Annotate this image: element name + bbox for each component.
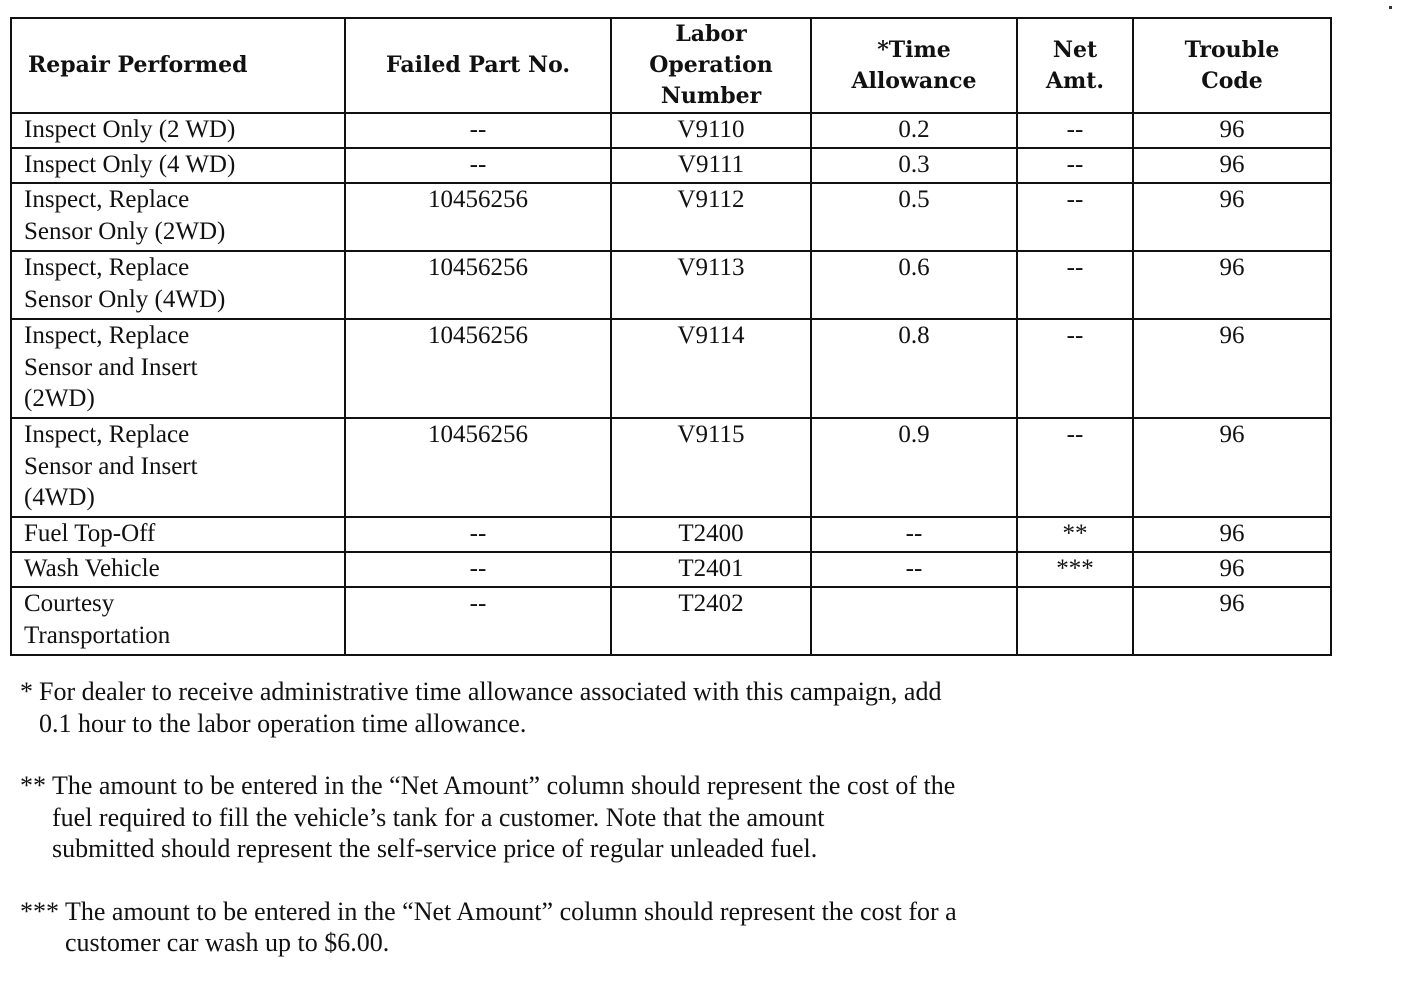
time-allowance-cell: [811, 587, 1017, 655]
footnote-marker: ***: [20, 896, 59, 926]
footnote-text: The amount to be entered in the “Net Amount” column should represent the cost for a customer car wash up to $6.00.: [65, 896, 957, 957]
time-allowance-cell: 0.5: [811, 183, 1017, 251]
table-row: [11, 552, 1331, 587]
time-allowance-cell: --: [811, 552, 1017, 587]
trouble-code-cell: 96: [1133, 148, 1331, 183]
failed-part-no-cell: --: [345, 552, 611, 587]
header-time-allowance: *Time Allowance: [811, 18, 1017, 113]
table-row: [11, 251, 1331, 319]
table-row: [11, 418, 1331, 517]
net-amount-cell: --: [1017, 113, 1133, 148]
repair-performed-cell: Inspect Only (4 WD): [11, 148, 345, 183]
scan-speck: [1389, 6, 1392, 9]
labor-operation-cell: T2400: [611, 517, 811, 552]
table-row: [11, 183, 1331, 251]
failed-part-no-cell: --: [345, 113, 611, 148]
failed-part-no-cell: --: [345, 148, 611, 183]
failed-part-no-cell: 10456256: [345, 319, 611, 418]
footnote-marker: **: [20, 771, 46, 800]
footnote-marker: *: [20, 677, 33, 706]
labor-operation-cell: T2402: [611, 587, 811, 655]
trouble-code-cell: 96: [1133, 113, 1331, 148]
failed-part-no-cell: 10456256: [345, 251, 611, 319]
failed-part-no-cell: --: [345, 587, 611, 655]
repair-performed-cell: Courtesy Transportation: [11, 587, 345, 655]
time-allowance-cell: 0.3: [811, 148, 1017, 183]
labor-operation-cell: V9113: [611, 251, 811, 319]
table-body: [11, 113, 1331, 655]
header-repair-performed: Repair Performed: [11, 18, 345, 113]
labor-operation-cell: T2401: [611, 552, 811, 587]
failed-part-no-cell: 10456256: [345, 183, 611, 251]
net-amount-cell: --: [1017, 418, 1133, 517]
trouble-code-cell: 96: [1133, 587, 1331, 655]
labor-operation-cell: V9115: [611, 418, 811, 517]
time-allowance-cell: 0.9: [811, 418, 1017, 517]
net-amount-cell: **: [1017, 517, 1133, 552]
time-allowance-cell: 0.2: [811, 113, 1017, 148]
labor-operations-table: [10, 17, 1332, 656]
table-row: [11, 319, 1331, 418]
repair-performed-cell: Fuel Top-Off: [11, 517, 345, 552]
trouble-code-cell: 96: [1133, 183, 1331, 251]
labor-operation-cell: V9114: [611, 319, 811, 418]
table-row: [11, 517, 1331, 552]
net-amount-cell: [1017, 587, 1133, 655]
trouble-code-cell: 96: [1133, 251, 1331, 319]
table-row: [11, 587, 1331, 655]
repair-performed-cell: Inspect, Replace Sensor Only (4WD): [11, 251, 345, 319]
labor-operation-cell: V9111: [611, 148, 811, 183]
failed-part-no-cell: 10456256: [345, 418, 611, 517]
net-amount-cell: ***: [1017, 552, 1133, 587]
repair-performed-cell: Inspect Only (2 WD): [11, 113, 345, 148]
repair-performed-cell: Inspect, Replace Sensor Only (2WD): [11, 183, 345, 251]
labor-operation-cell: V9110: [611, 113, 811, 148]
time-allowance-cell: 0.6: [811, 251, 1017, 319]
header-trouble-code: Trouble Code: [1133, 18, 1331, 113]
trouble-code-cell: 96: [1133, 418, 1331, 517]
table-header-row: [11, 18, 1331, 113]
labor-operation-cell: V9112: [611, 183, 811, 251]
net-amount-cell: --: [1017, 251, 1133, 319]
trouble-code-cell: 96: [1133, 517, 1331, 552]
trouble-code-cell: 96: [1133, 552, 1331, 587]
table-row: [11, 113, 1331, 148]
net-amount-cell: --: [1017, 183, 1133, 251]
footnote-text: For dealer to receive administrative time allowance associated with this campaign, add 0.1 hour to the labor operation time allowance.: [39, 677, 942, 738]
trouble-code-cell: 96: [1133, 319, 1331, 418]
header-net-amt: Net Amt.: [1017, 18, 1133, 113]
header-failed-part-no: Failed Part No.: [345, 18, 611, 113]
footnote-time-allowance: [20, 676, 1240, 739]
repair-performed-cell: Inspect, Replace Sensor and Insert (4WD): [11, 418, 345, 517]
failed-part-no-cell: --: [345, 517, 611, 552]
net-amount-cell: --: [1017, 319, 1133, 418]
time-allowance-cell: 0.8: [811, 319, 1017, 418]
table-row: [11, 148, 1331, 183]
footnote-car-wash: [20, 896, 1240, 959]
repair-performed-cell: Inspect, Replace Sensor and Insert (2WD): [11, 319, 345, 418]
time-allowance-cell: --: [811, 517, 1017, 552]
footnote-fuel: [20, 770, 1240, 865]
footnote-text: The amount to be entered in the “Net Amount” column should represent the cost of the fuel required to fill the vehicle’s tank for a customer. Note that the amount submitted should represent the self-service price of regular unleaded fuel.: [52, 771, 956, 863]
repair-performed-cell: Wash Vehicle: [11, 552, 345, 587]
header-labor-operation-number: Labor Operation Number: [611, 18, 811, 113]
net-amount-cell: --: [1017, 148, 1133, 183]
footnotes: [20, 676, 1240, 990]
